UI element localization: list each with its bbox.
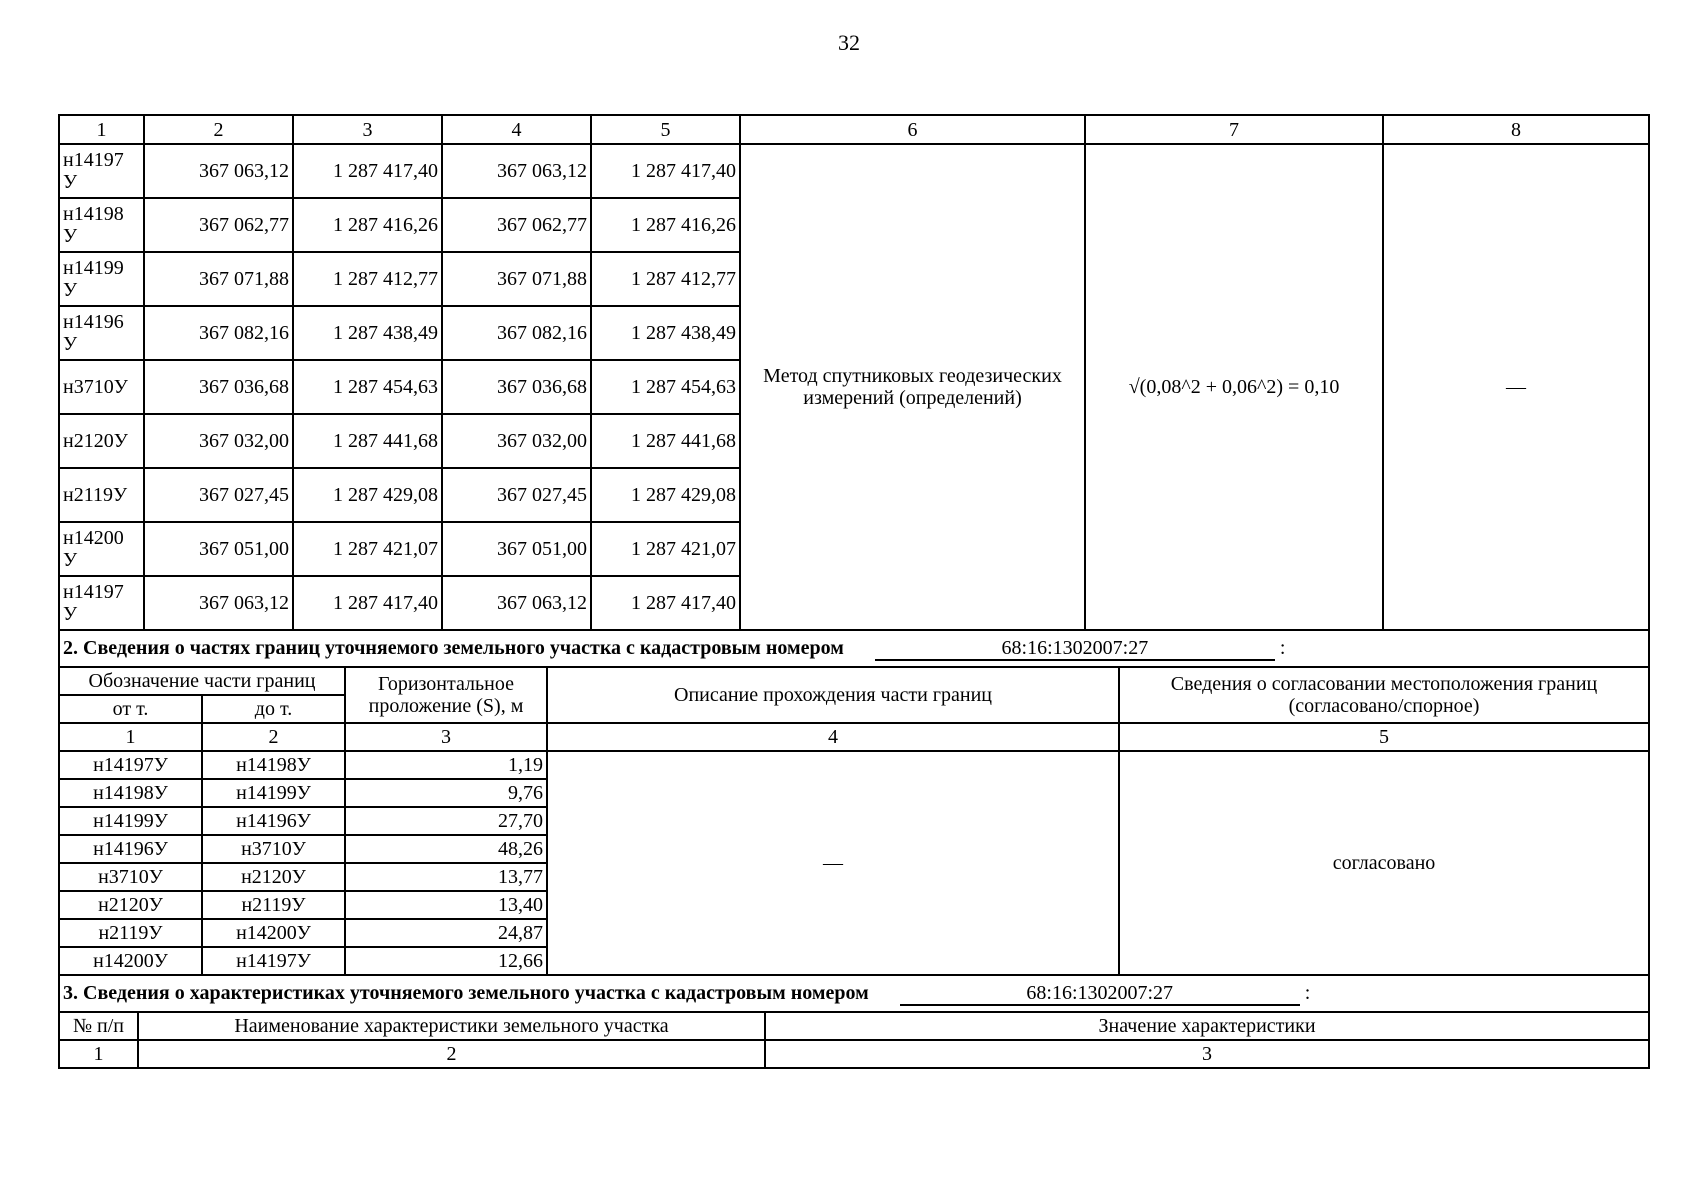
coord-x-new: 367 082,16: [442, 306, 591, 360]
coord-y-old: 1 287 417,40: [293, 144, 442, 198]
coord-x-old: 367 063,12: [144, 144, 293, 198]
point-label: н14198 У: [59, 198, 144, 252]
to-point: н14200У: [202, 919, 345, 947]
coord-x-new: 367 032,00: [442, 414, 591, 468]
from-point: н2119У: [59, 919, 202, 947]
column-number: 3: [345, 723, 547, 751]
point-label: н14197 У: [59, 144, 144, 198]
horizontal-length-header: Горизонтальное проложение (S), м: [345, 667, 547, 723]
to-point: н14197У: [202, 947, 345, 975]
coord-x-new: 367 071,88: [442, 252, 591, 306]
agreement-header: Сведения о согласовании местоположения границ (согласовано/спорное): [1119, 667, 1649, 723]
column-number: 1: [59, 1040, 138, 1068]
point-label: н2120У: [59, 414, 144, 468]
horizontal-length: 1,19: [345, 751, 547, 779]
column-number: 4: [442, 115, 591, 144]
coord-x-old: 367 071,88: [144, 252, 293, 306]
coord-y-new: 1 287 412,77: [591, 252, 740, 306]
coord-y-new: 1 287 429,08: [591, 468, 740, 522]
point-label: н14197 У: [59, 576, 144, 630]
coord-y-new: 1 287 416,26: [591, 198, 740, 252]
to-point-header: до т.: [202, 695, 345, 723]
coord-y-old: 1 287 417,40: [293, 576, 442, 630]
section-2-title: 2. Сведения о частях границ уточняемого земельного участка с кадастровым номером: [63, 636, 844, 659]
table-row: [59, 144, 1649, 198]
part-designation-header: Обозначение части границ: [59, 667, 345, 695]
point-label: н2119У: [59, 468, 144, 522]
column-number: 3: [765, 1040, 1649, 1068]
point-label: н14199 У: [59, 252, 144, 306]
agreement-cell: согласовано: [1119, 751, 1649, 975]
coord-x-new: 367 062,77: [442, 198, 591, 252]
heading-colon: :: [1279, 636, 1286, 659]
from-point: н14200У: [59, 947, 202, 975]
from-point: н14197У: [59, 751, 202, 779]
characteristic-value-header: Значение характеристики: [765, 1012, 1649, 1040]
boundary-parts-table: [58, 629, 1650, 976]
column-numbers-row: [59, 723, 1649, 751]
coord-y-new: 1 287 417,40: [591, 576, 740, 630]
column-number: 3: [293, 115, 442, 144]
column-number: 1: [59, 115, 144, 144]
column-number: 5: [1119, 723, 1649, 751]
section-heading-cell: [59, 630, 1649, 667]
coord-x-old: 367 063,12: [144, 576, 293, 630]
from-point-header: от т.: [59, 695, 202, 723]
coord-x-old: 367 051,00: [144, 522, 293, 576]
coord-x-old: 367 032,00: [144, 414, 293, 468]
horizontal-length: 12,66: [345, 947, 547, 975]
to-point: н14198У: [202, 751, 345, 779]
to-point: н14199У: [202, 779, 345, 807]
column-number: 4: [547, 723, 1119, 751]
coord-y-old: 1 287 421,07: [293, 522, 442, 576]
horizontal-length: 9,76: [345, 779, 547, 807]
coord-y-old: 1 287 454,63: [293, 360, 442, 414]
number-header: № п/п: [59, 1012, 138, 1040]
horizontal-length: 13,77: [345, 863, 547, 891]
column-number: 5: [591, 115, 740, 144]
table-header-row: [59, 115, 1649, 144]
section-3-title: 3. Сведения о характеристиках уточняемого земельного участка с кадастровым номером: [63, 981, 869, 1004]
description-cell: —: [547, 751, 1119, 975]
column-number: 8: [1383, 115, 1649, 144]
point-label: н14200 У: [59, 522, 144, 576]
coord-y-new: 1 287 421,07: [591, 522, 740, 576]
point-label: н3710У: [59, 360, 144, 414]
page-number: 32: [838, 30, 860, 55]
point-label: н14196 У: [59, 306, 144, 360]
horizontal-length: 27,70: [345, 807, 547, 835]
table-header-row: [59, 667, 1649, 695]
coord-y-new: 1 287 438,49: [591, 306, 740, 360]
coord-y-old: 1 287 429,08: [293, 468, 442, 522]
coord-x-new: 367 063,12: [442, 576, 591, 630]
coord-y-new: 1 287 441,68: [591, 414, 740, 468]
table-row: [59, 751, 1649, 779]
col8-cell: —: [1383, 144, 1649, 630]
characteristic-name-header: Наименование характеристики земельного участка: [138, 1012, 765, 1040]
cadastral-number: 68:16:1302007:27: [900, 982, 1300, 1006]
to-point: н14196У: [202, 807, 345, 835]
to-point: н2119У: [202, 891, 345, 919]
section-heading-cell: [59, 975, 1649, 1012]
coord-x-new: 367 063,12: [442, 144, 591, 198]
column-numbers-row: [59, 1040, 1649, 1068]
to-point: н2120У: [202, 863, 345, 891]
coord-x-old: 367 036,68: [144, 360, 293, 414]
column-number: 1: [59, 723, 202, 751]
coord-y-old: 1 287 438,49: [293, 306, 442, 360]
from-point: н2120У: [59, 891, 202, 919]
coord-y-old: 1 287 441,68: [293, 414, 442, 468]
table-header-row: [59, 1012, 1649, 1040]
from-point: н14196У: [59, 835, 202, 863]
coord-x-new: 367 027,45: [442, 468, 591, 522]
coord-y-new: 1 287 417,40: [591, 144, 740, 198]
cadastral-number: 68:16:1302007:27: [875, 637, 1275, 661]
coord-x-old: 367 062,77: [144, 198, 293, 252]
coord-x-old: 367 082,16: [144, 306, 293, 360]
column-number: 7: [1085, 115, 1383, 144]
section-heading-row: [59, 975, 1649, 1012]
coord-y-new: 1 287 454,63: [591, 360, 740, 414]
column-number: 2: [138, 1040, 765, 1068]
from-point: н3710У: [59, 863, 202, 891]
coord-x-new: 367 051,00: [442, 522, 591, 576]
column-number: 6: [740, 115, 1085, 144]
coordinates-table: [58, 114, 1650, 631]
description-header: Описание прохождения части границ: [547, 667, 1119, 723]
method-cell: Метод спутниковых геодезических измерений (определений): [740, 144, 1085, 630]
from-point: н14199У: [59, 807, 202, 835]
coord-y-old: 1 287 416,26: [293, 198, 442, 252]
accuracy-cell: √(0,08^2 + 0,06^2) = 0,10: [1085, 144, 1383, 630]
coord-x-new: 367 036,68: [442, 360, 591, 414]
characteristics-table: [58, 974, 1650, 1069]
horizontal-length: 13,40: [345, 891, 547, 919]
heading-colon: :: [1304, 981, 1311, 1004]
to-point: н3710У: [202, 835, 345, 863]
coord-x-old: 367 027,45: [144, 468, 293, 522]
column-number: 2: [144, 115, 293, 144]
horizontal-length: 24,87: [345, 919, 547, 947]
horizontal-length: 48,26: [345, 835, 547, 863]
column-number: 2: [202, 723, 345, 751]
coord-y-old: 1 287 412,77: [293, 252, 442, 306]
from-point: н14198У: [59, 779, 202, 807]
section-heading-row: [59, 630, 1649, 667]
